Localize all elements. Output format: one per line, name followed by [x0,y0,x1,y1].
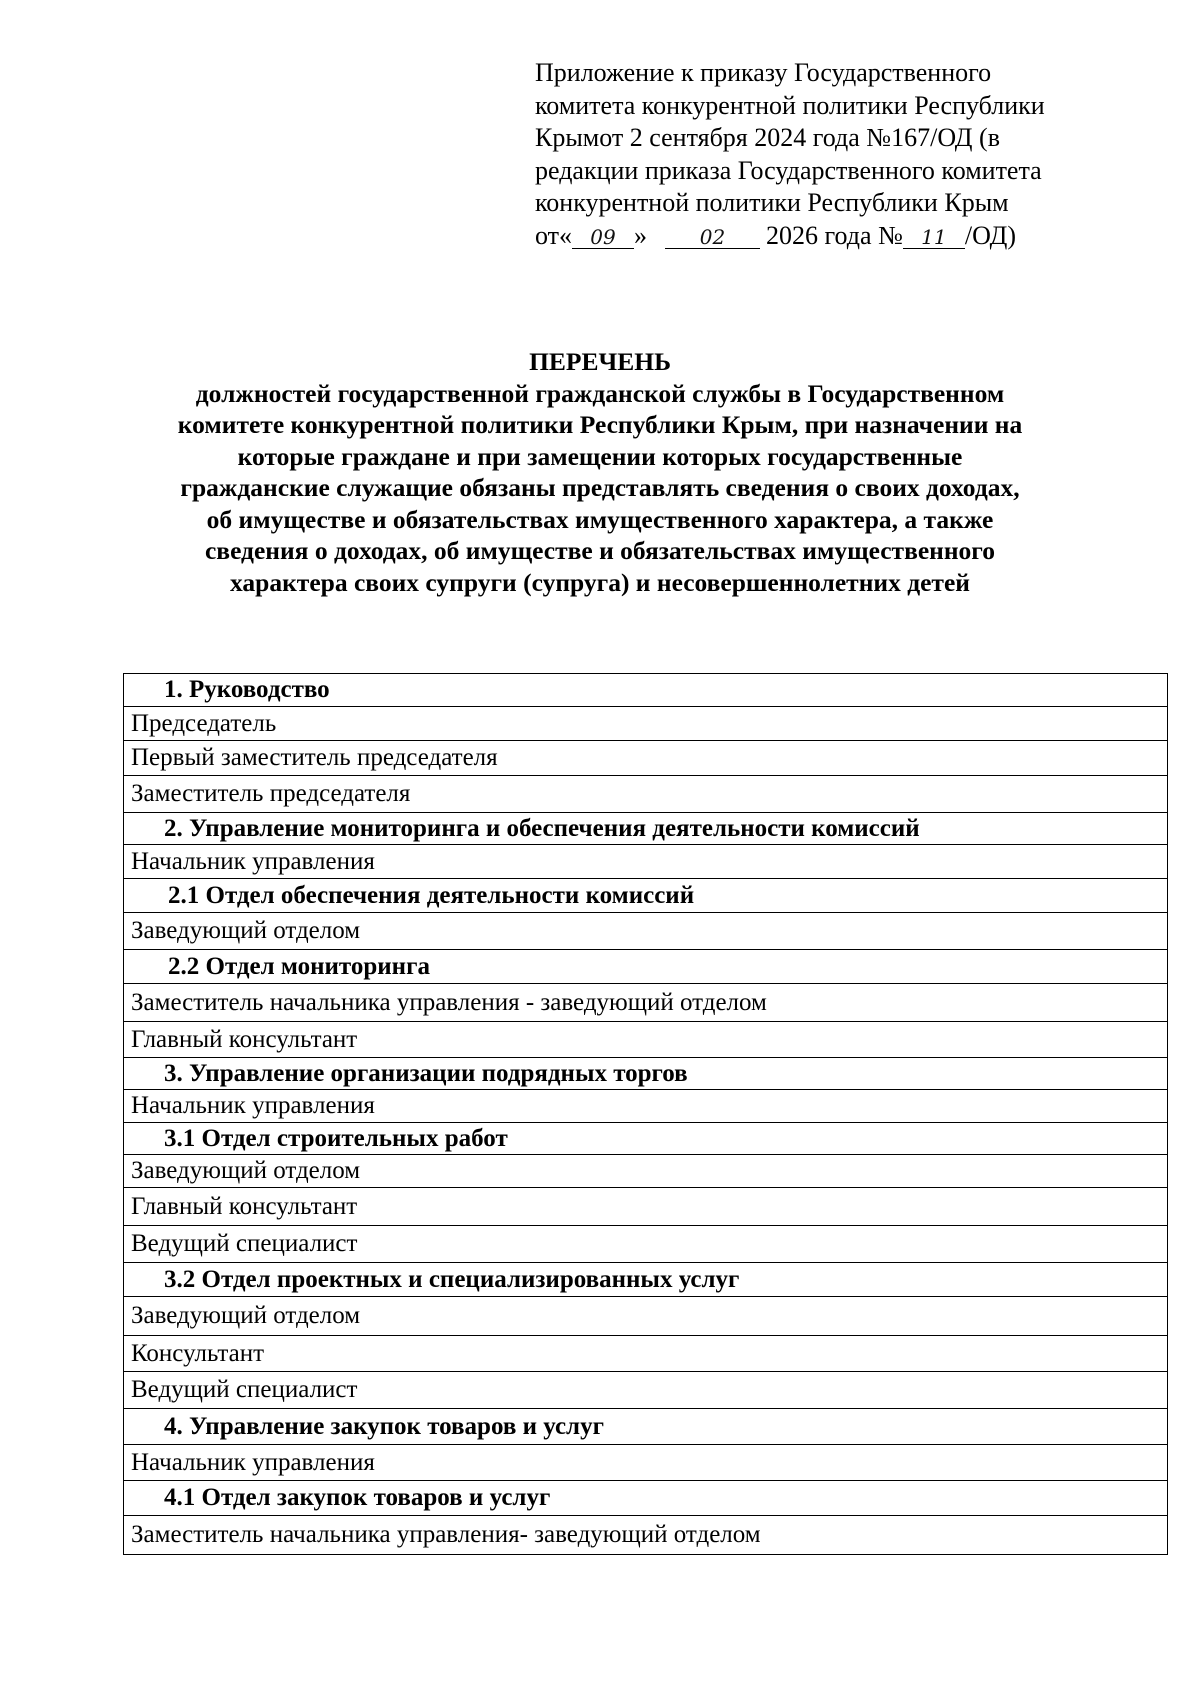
date-suffix: /ОД) [964,220,1016,250]
position-row [124,1297,1168,1336]
position-title: Начальник управления [124,845,1168,879]
position-title: Начальник управления [124,1090,1168,1123]
handwritten-order-number: 11 [903,226,965,249]
position-title: Первый заместитель председателя [124,741,1168,776]
position-title: Консультант [124,1336,1168,1372]
position-title: Заведующий отделом [124,913,1168,950]
positions-table-body [124,674,1168,1555]
date-prefix: от« [535,220,573,250]
title-line: гражданские служащие обязаны представлять сведения о своих доходах, [180,473,1020,502]
position-row [124,1155,1168,1188]
title-line: характера своих супруги (супруга) и несовершеннолетних детей [230,567,970,597]
position-row [124,1090,1168,1123]
position-row [124,913,1168,950]
position-row [124,707,1168,741]
position-title: Заместитель начальника управления- заведующий отделом [124,1516,1168,1555]
section-row [124,813,1168,845]
position-title: Ведущий специалист [124,1226,1168,1263]
handwritten-month: 02 [665,226,760,249]
document-title [100,346,1100,598]
title-line: которые граждане и при замещении которых государственные [237,441,963,471]
section-row [124,1481,1168,1516]
header-line: конкурентной политики Республики Крым [535,188,1009,217]
section-heading: 2. Управление мониторинга и обеспечения деятельности комиссий [124,813,1168,845]
section-heading: 4.1 Отдел закупок товаров и услуг [124,1481,1168,1516]
section-heading: 2.1 Отдел обеспечения деятельности комиссий [124,879,1168,913]
title-line: должностей государственной гражданской службы в Государственном [195,378,1005,408]
header-line: комитета конкурентной политики Республики [535,90,1045,120]
positions-table [123,673,1168,1555]
position-row [124,1516,1168,1555]
position-row [124,1226,1168,1263]
position-row [124,776,1168,813]
section-row [124,1058,1168,1090]
position-title: Главный консультант [124,1022,1168,1058]
position-row [124,1188,1168,1226]
position-row [124,845,1168,879]
position-title: Ведущий специалист [124,1372,1168,1409]
date-year-text: 2026 года № [766,220,903,250]
position-title: Заместитель начальника управления - заведующий отделом [124,984,1168,1022]
section-heading: 4. Управление закупок товаров и услуг [124,1409,1168,1445]
title-heading: ПЕРЕЧЕНЬ [529,347,671,376]
title-line: комитете конкурентной политики Республики Крым, при назначении на [177,410,1023,439]
position-title: Главный консультант [124,1188,1168,1226]
position-title: Заведующий отделом [124,1297,1168,1336]
section-heading: 2.2 Отдел мониторинга [124,950,1168,984]
header-line: Приложение к приказу Государственного [535,58,992,87]
position-title: Начальник управления [124,1445,1168,1481]
date-close-quote: » [634,220,648,250]
position-row [124,741,1168,776]
position-row [124,1336,1168,1372]
title-line: об имуществе и обязательствах имущественного характера, а также [206,504,994,534]
position-row [124,984,1168,1022]
position-row [124,1372,1168,1409]
order-reference-header [535,57,1135,252]
section-row [124,950,1168,984]
position-title: Председатель [124,707,1168,741]
position-row [124,1022,1168,1058]
section-heading: 3. Управление организации подрядных торгов [124,1058,1168,1090]
title-line: сведения о доходах, об имуществе и обязательствах имущественного [204,536,995,565]
section-row [124,1123,1168,1155]
section-heading: 3.2 Отдел проектных и специализированных услуг [124,1263,1168,1297]
section-row [124,674,1168,707]
section-row [124,1263,1168,1297]
position-title: Заведующий отделом [124,1155,1168,1188]
section-row [124,879,1168,913]
position-row [124,1445,1168,1481]
handwritten-day: 09 [572,226,634,249]
section-heading: 1. Руководство [124,674,1168,707]
header-line: Крымот 2 сентября 2024 года №167/ОД (в [535,123,1000,152]
section-heading: 3.1 Отдел строительных работ [124,1123,1168,1155]
header-date-line [535,220,1135,253]
header-line: редакции приказа Государственного комитета [535,155,1042,185]
position-title: Заместитель председателя [124,776,1168,813]
section-row [124,1409,1168,1445]
